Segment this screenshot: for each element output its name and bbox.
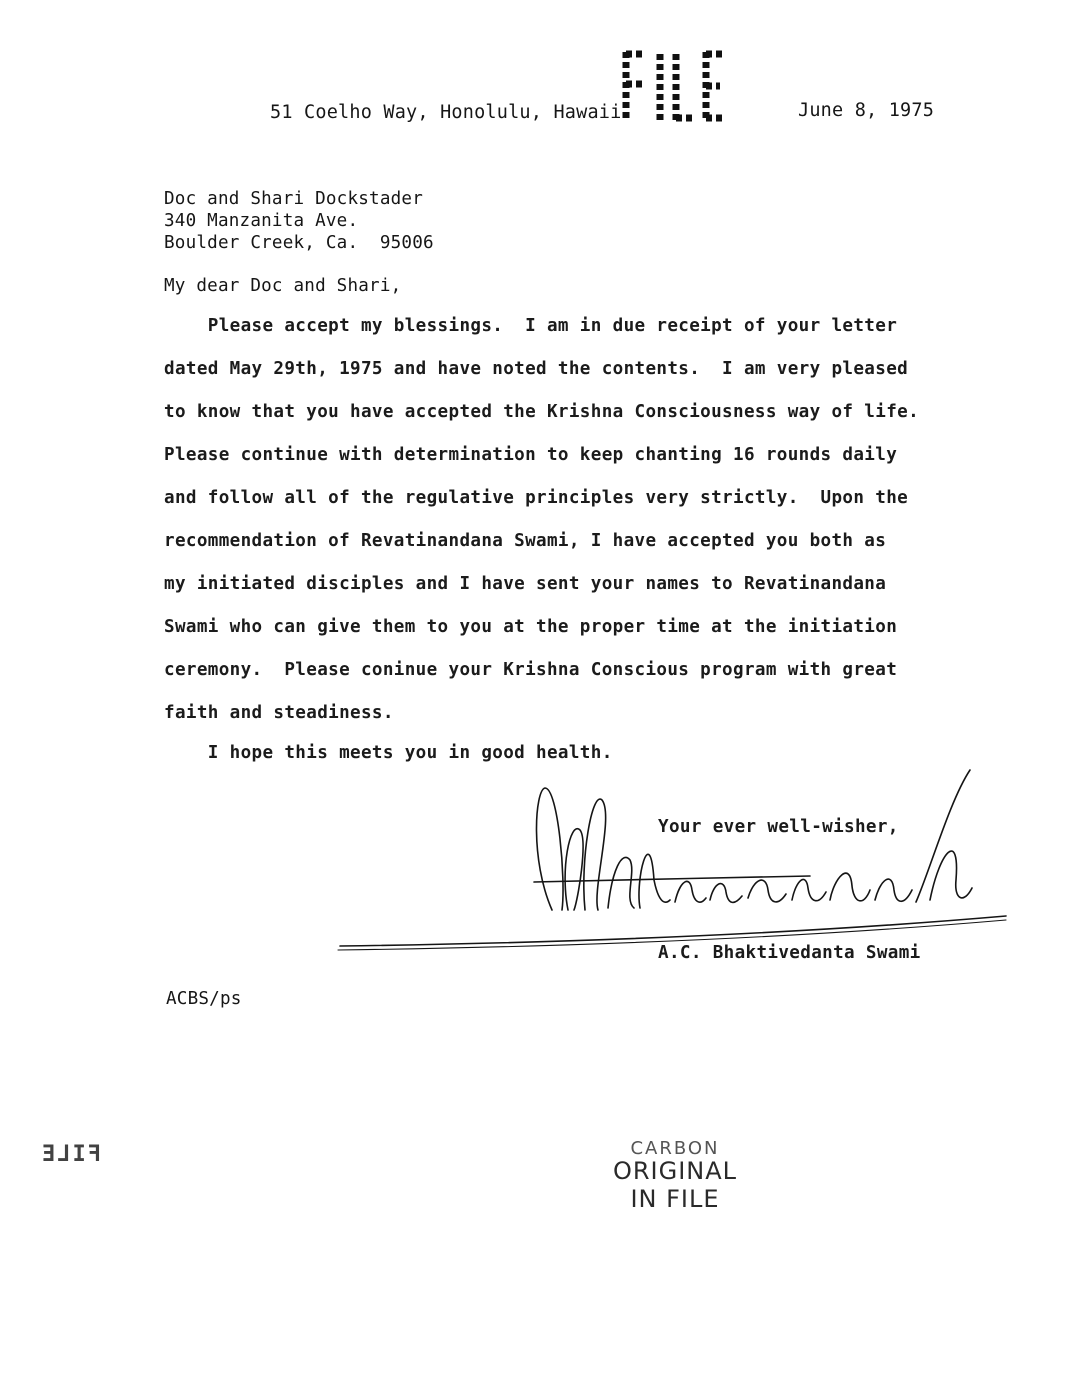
signoff: Your ever well-wisher, [658,817,899,837]
body-line: faith and steadiness. [164,703,394,723]
recipient-name: Doc and Shari Dockstader [164,189,424,209]
letter-date: June 8, 1975 [798,100,935,121]
body-line: Please accept my blessings. I am in due receipt of your letter [164,316,898,336]
file-stamp [618,46,728,126]
margin-file-stamp: FILE [40,1142,101,1167]
recipient-city: Boulder Creek, Ca. 95006 [164,233,434,253]
body-line: and follow all of the regulative principles very strictly. Upon the [164,488,909,508]
body-line: dated May 29th, 1975 and have noted the contents. I am very pleased [164,359,909,379]
reference-initials: ACBS/ps [166,989,242,1009]
carbon-line2: ORIGINAL [612,1157,738,1185]
body-line: recommendation of Revatinandana Swami, I have accepted you both as [164,531,887,551]
signature [330,760,1010,960]
carbon-line3: IN FILE [630,1185,720,1213]
salutation: My dear Doc and Shari, [164,276,402,296]
body-line: Swami who can give them to you at the proper time at the initiation [164,617,898,637]
carbon-original-stamp [600,1138,750,1213]
body-line: ceremony. Please coninue your Krishna Conscious program with great [164,660,898,680]
body-line: Please continue with determination to keep chanting 16 rounds daily [164,445,898,465]
body-line: to know that you have accepted the Krishna Consciousness way of life. [164,402,920,422]
body-line: my initiated disciples and I have sent your names to Revatinandana [164,574,887,594]
carbon-line1: CARBON [630,1138,720,1159]
recipient-street: 340 Manzanita Ave. [164,211,359,231]
closing-line: I hope this meets you in good health. [164,743,613,763]
sender-address: 51 Coelho Way, Honolulu, Hawaii [270,102,622,123]
signatory-name: A.C. Bhaktivedanta Swami [658,943,921,963]
